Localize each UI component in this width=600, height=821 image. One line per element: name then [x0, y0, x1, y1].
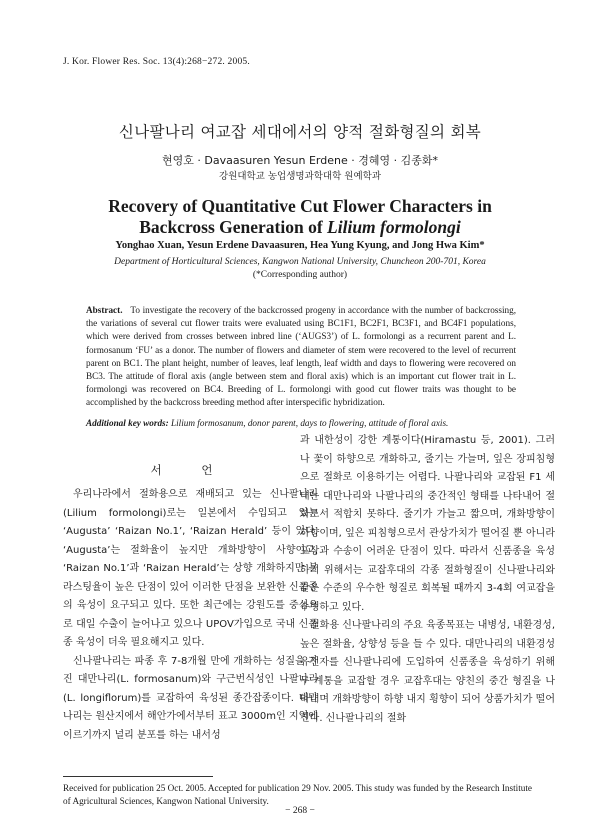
english-title [0, 196, 600, 238]
keywords [86, 418, 516, 428]
english-authors: Yonghao Xuan, Yesun Erdene Davaasuren, Hea Yung Kyung, and Jong Hwa Kim* [115, 240, 485, 251]
right-paragraph: 절화용 신나팔나리의 주요 육종목표는 내병성, 내환경성, 높은 절화율, 상향성 등을 들 수 있다. 대만나리의 내환경성 유전자를 신나팔나리에 도입하여 신품종을 육성하기 위해 두 계통을 교잡할 경우 교잡후대는 양친의 중간 형질을 나타내며 개화방향이 하향 내지 횡향이 되어 상품가치가 떨어진다. 신나팔나리의 절화 [300, 620, 555, 724]
english-affiliation: Department of Horticultural Sciences, Kangwon National University, Chuncheon 200-701, Korea [114, 257, 486, 267]
keywords-label: Additional key words: [86, 418, 169, 428]
right-column [300, 432, 555, 728]
korean-title: 신나팔나리 여교잡 세대에서의 양적 절화형질의 회복 [118, 123, 482, 141]
left-paragraph: 우리나라에서 절화용으로 재배되고 있는 신나팔나리(Lilium formolongi)로는 일본에서 수입되고 있는 ‘Augusta’ ‘Raizan No.1’, ‘Raizan Herald’ 등이 있다. ‘Augusta’는 절화율이 높지만 개화방향이 사향이고, ‘Raizan No.1’과 ‘Raizan Herald’는 상향 개화하지만 블라스팅율이 높은 단점이 있어 이러한 단점을 보완한 신품종의 육성이 요구되고 있다. 또한 최근에는 강원도를 중심으로 대일 수출이 늘어나고 있으나 UPOV가입으로 국내 신품종 육성이 더욱 필요해지고 있다. [63, 489, 318, 648]
english-title-line2 [0, 217, 600, 238]
english-title-line2-text: Backcross Generation of [139, 217, 328, 237]
english-title-line1: Recovery of Quantitative Cut Flower Characters in [108, 196, 492, 216]
footnote: Received for publication 25 Oct. 2005. Accepted for publication 29 Nov. 2005. This study was funded by the Research Institute of Agricultural Sciences, Kangwon National University. [63, 783, 532, 806]
section-heading-introduction: 서 언 [150, 463, 231, 477]
right-paragraph: 과 내한성이 강한 계통이다(Hiramastu 등, 2001). 그러나 꽃이 하향으로 개화하고, 줄기는 가늘며, 잎은 장피침형으로 절화로 이용하기는 어렵다. 나팔나리와 교잡된 F1 세대는 대만나리와 나팔나리의 중간적인 형태를 나타내어 절화로서 적합치 못하다. 줄기가 가늘고 짧으며, 개화방향이 하향이며, 잎은 피침형으로서 관상가치가 떨어질 뿐 아니라 포장과 수송이 어려운 단점이 있다. 따라서 신품종을 육성하기 위해서는 교잡후대의 각종 절화형질이 신나팔나리와 같은 수준의 우수한 형질로 회복될 때까지 3-4회 여교잡을 수행하고 있다. [300, 435, 555, 613]
abstract-text: To investigate the recovery of the backcrossed progeny in accordance with the number of backcrossing, the variations of several cut flower traits were evaluated using BC1F1, BC2F1, BC3F1, and BC4F1 populations, which were derived from crosses between inbred line (‘AUGS3’) of L. formolongi as a recurrent parent and L. formosanum ‘FU’ as a donor. The number of flowers and diameter of stem were recovered to the level of recurrent parent on BC1. The plant height, number of leaves, leaf length, leaf width and days to flowering were recovered on BC3. The attitude of floral axis (angle between stem and floral axis) which is an important cut flower trait in L. formolongi was recovered on BC4. Breeding of L. formolongi with good cut flower traits was thought to be accomplished by the backcross breeding method after interspecific hybridization. [86, 305, 516, 408]
keywords-text: Lilium formosanum, donor parent, days to flowering, attitude of floral axis. [171, 418, 449, 428]
abstract [86, 304, 516, 410]
left-paragraph: 신나팔나리는 파종 후 7-8개월 만에 개화하는 성질을 가진 대만나리(L. formosanum)와 구근번식성인 나팔나리(L. longiflorum)를 교잡하여 육성된 종간잡종이다. 대만나리는 원산지에서 해안가에서부터 표고 3000m인 지역에 이르기까지 널리 분포를 하는 내서성 [63, 655, 318, 741]
korean-affiliation: 강원대학교 농업생명과학대학 원예학과 [218, 171, 382, 182]
journal-citation: J. Kor. Flower Res. Soc. 13(4):268−272. 2005. [63, 57, 250, 67]
corresponding-author-note: (*Corresponding author) [252, 270, 348, 280]
left-column [63, 486, 318, 745]
korean-authors: 현영호 · Davaasuren Yesun Erdene · 경혜영 · 김종화* [162, 154, 438, 167]
english-title-species: Lilium formolongi [327, 217, 461, 237]
abstract-label: Abstract. [86, 305, 123, 315]
page-number: − 268 − [285, 806, 315, 816]
footnote-rule [63, 776, 213, 777]
